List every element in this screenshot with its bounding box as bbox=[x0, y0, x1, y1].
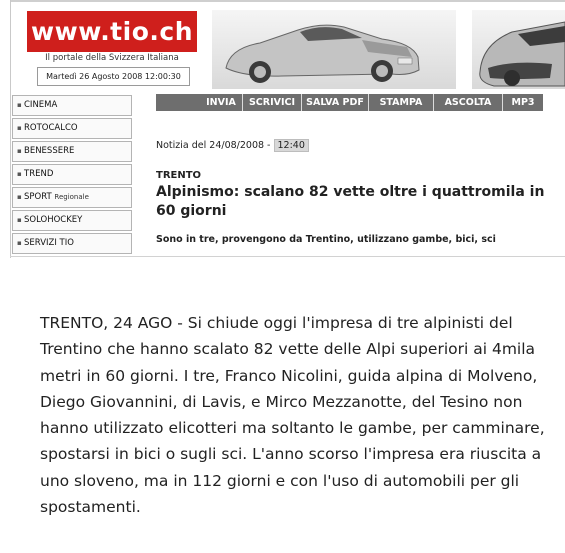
sidebar-item-label: TREND bbox=[24, 169, 54, 179]
article-body: TRENTO, 24 AGO - Si chiude oggi l'impresa di tre alpinisti del Trentino che hanno scalato 82 vette delle Alpi superiori ai 4mila metri in 60 giorni. I tre, Franco Nicolini, guida alpina di Molveno, Diego Giovannini, di Lavis, e Mirco Mezzanotte, del Tesino non hanno utilizzato elicotteri ma soltanto le gambe, per camminare, spostarsi in bici o sugli sci. L'anno scorso l'impresa era riuscita a uno sloveno, ma in 112 giorni e con l'uso di automobili per gli spostamenti. bbox=[40, 314, 545, 517]
top-divider bbox=[10, 0, 565, 2]
news-lead: Sono in tre, provengono da Trentino, utilizzano gambe, bici, sci bbox=[156, 234, 496, 245]
current-date: Martedì 26 Agosto 2008 12:00:30 bbox=[37, 67, 190, 86]
sidebar-item-solohockey[interactable] bbox=[12, 210, 132, 231]
stampa-button[interactable]: STAMPA bbox=[369, 94, 434, 111]
sidebar-item-label: SOLOHOCKEY bbox=[24, 215, 83, 225]
scrivici-button[interactable]: SCRIVICI bbox=[243, 94, 302, 111]
news-date-line bbox=[156, 139, 309, 152]
car-ad-image bbox=[212, 10, 565, 89]
sidebar-item-label: SPORT bbox=[24, 192, 52, 202]
sidebar-item-sport[interactable] bbox=[12, 187, 132, 208]
salva-pdf-button[interactable]: SALVA PDF bbox=[302, 94, 369, 111]
sidebar-item-label: CINEMA bbox=[24, 100, 58, 110]
sidebar-item-label: SERVIZI TIO bbox=[24, 238, 74, 248]
site-logo-block[interactable] bbox=[27, 11, 197, 88]
screenshot-region bbox=[0, 0, 565, 258]
news-time: 12:40 bbox=[274, 139, 309, 152]
news-headline[interactable]: Alpinismo: scalano 82 vette oltre i quattromila in 60 giorni bbox=[156, 184, 545, 219]
news-location: TRENTO bbox=[156, 170, 202, 181]
site-logo[interactable]: www.tio.ch bbox=[27, 11, 197, 52]
site-tagline: Il portale della Svizzera Italiana bbox=[45, 53, 179, 63]
left-divider bbox=[10, 0, 11, 258]
mp3-button[interactable]: MP3 bbox=[511, 97, 535, 108]
sidebar-item-servizi-tio[interactable] bbox=[12, 233, 132, 254]
sidebar-item-rotocalco[interactable] bbox=[12, 118, 132, 139]
bullet-icon: ▪ bbox=[17, 170, 22, 178]
ascolta-button[interactable]: ASCOLTA bbox=[434, 94, 503, 111]
sidebar-item-sublabel: Regionale bbox=[54, 193, 89, 201]
sidebar-item-cinema[interactable] bbox=[12, 95, 132, 116]
invia-button[interactable]: INVIA bbox=[200, 94, 243, 111]
sidebar-item-trend[interactable] bbox=[12, 164, 132, 185]
article-toolbar bbox=[156, 94, 543, 111]
screenshot-bottom-edge bbox=[10, 256, 565, 257]
sidebar-item-benessere[interactable] bbox=[12, 141, 132, 162]
car-ad-banner[interactable] bbox=[212, 10, 565, 89]
sidebar-item-label: BENESSERE bbox=[24, 146, 75, 156]
bullet-icon: ▪ bbox=[17, 101, 22, 109]
bullet-icon: ▪ bbox=[17, 239, 22, 247]
bullet-icon: ▪ bbox=[17, 147, 22, 155]
bullet-icon: ▪ bbox=[17, 193, 22, 201]
sidebar-item-label: ROTOCALCO bbox=[24, 123, 78, 133]
news-date-label: Notizia del 24/08/2008 - bbox=[156, 140, 271, 151]
bullet-icon: ▪ bbox=[17, 216, 22, 224]
bullet-icon: ▪ bbox=[17, 124, 22, 132]
